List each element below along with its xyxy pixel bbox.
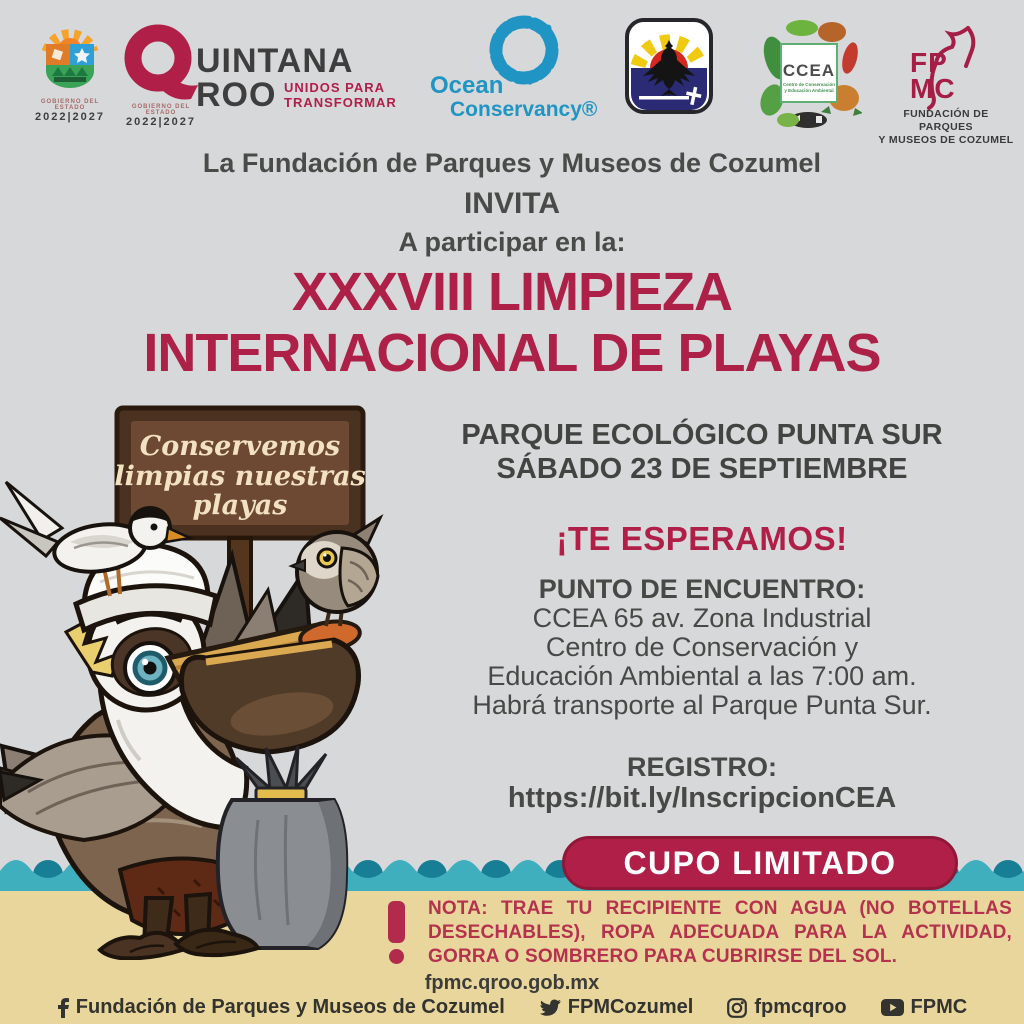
meeting-line: CCEA 65 av. Zona Industrial	[532, 603, 872, 633]
qroo-wordmark-top: UINTANA	[196, 42, 354, 80]
social-youtube-label: FPMC	[910, 996, 968, 1018]
event-date: SÁBADO 23 DE SEPTIEMBRE	[496, 453, 908, 485]
qroo-wordmark-bottom: ROO	[196, 76, 277, 114]
meeting-point-label: PUNTO DE ENCUENTRO:	[538, 574, 866, 604]
social-facebook-label: Fundación de Parques y Museos de Cozumel	[75, 996, 505, 1018]
ocean-conservancy-line1: Ocean	[430, 72, 504, 99]
qroo-caption: GOBIERNO DEL ESTADO	[131, 104, 191, 116]
meeting-line: Educación Ambiental a las 7:00 am.	[487, 661, 917, 691]
instagram-icon	[727, 998, 747, 1018]
social-facebook[interactable]	[57, 996, 505, 1019]
state-seal-icon	[31, 16, 109, 94]
note-block	[388, 897, 1012, 969]
twitter-icon	[539, 999, 561, 1017]
sign-text-line1: Conservemos	[139, 431, 341, 462]
fpmc-initials: FP MC	[910, 47, 956, 104]
event-location: PARQUE ECOLÓGICO PUNTA SUR	[461, 419, 943, 451]
seal-caption: GOBIERNO DEL ESTADO	[40, 99, 100, 111]
note-text: NOTA: TRAE TU RECIPIENTE CON AGUA (NO BOTELLAS DESECHABLES), ROPA ADECUADA PARA LA ACTIVIDAD, GORRA O SOMBRERO PARA CUBRIRSE DEL SOL.	[428, 898, 1012, 967]
intro-block	[0, 148, 1024, 258]
social-twitter-label: FPMCozumel	[567, 996, 694, 1018]
quintana-roo-logo	[122, 22, 412, 130]
ccea-subtitle-2: y Educación Ambiental	[784, 88, 834, 93]
ccea-acronym: CCEA	[782, 61, 836, 80]
social-youtube[interactable]	[881, 996, 968, 1019]
fpmc-caption: FUNDACIÓN DE PARQUES Y MUSEOS DE COZUMEL	[878, 108, 1014, 146]
ccea-animals-icon	[756, 14, 862, 134]
ccea-subtitle-1: Centro de Conservación	[782, 82, 836, 87]
cozumel-emblem	[623, 16, 715, 116]
facebook-icon	[57, 998, 69, 1018]
fpmc-logo	[876, 24, 1016, 146]
event-title-line2: INTERNACIONAL DE PLAYAS	[143, 323, 881, 383]
welcome-heading: ¡TE ESPERAMOS!	[556, 520, 848, 557]
quintana-roo-state-seal	[30, 16, 110, 126]
event-details	[386, 418, 1018, 814]
social-instagram-label: fpmcqroo	[754, 996, 847, 1018]
seal-years: 2022|2027	[34, 111, 106, 123]
sign-text-line3: playas	[192, 490, 288, 521]
social-instagram[interactable]	[727, 996, 846, 1019]
registration-label: REGISTRO:	[626, 752, 777, 782]
ocean-conservancy-line2: Conservancy®	[450, 98, 598, 121]
meeting-line: Habrá transporte al Parque Punta Sur.	[472, 690, 932, 720]
qroo-tagline: UNIDOS PARA TRANSFORMAR	[284, 80, 397, 110]
event-title-line1: XXXVIII LIMPIEZA	[291, 262, 733, 322]
meeting-line: Centro de Conservación y	[545, 632, 859, 662]
qroo-years: 2022|2027	[125, 116, 197, 128]
sign-text-line2: limpias nuestras	[114, 461, 366, 492]
ccea-logo	[756, 14, 862, 134]
intro-line3: A participar en la:	[398, 227, 626, 257]
capacity-badge-label: CUPO LIMITADO	[623, 844, 897, 881]
social-links	[0, 996, 1024, 1019]
registration-url[interactable]: https://bit.ly/InscripcionCEA	[507, 782, 897, 814]
header-logos	[0, 0, 1024, 146]
intro-line1: La Fundación de Parques y Museos de Cozumel	[202, 148, 822, 178]
pelican-illustration	[0, 400, 430, 960]
youtube-icon	[881, 999, 904, 1016]
event-title	[0, 262, 1024, 384]
intro-invita: INVITA	[463, 187, 561, 220]
social-twitter[interactable]	[539, 996, 694, 1019]
ocean-conservancy-logo	[428, 12, 598, 127]
capacity-badge	[562, 836, 958, 890]
quintana-roo-q-icon	[122, 24, 200, 104]
swallow-sun-emblem-icon	[623, 16, 715, 116]
website-url[interactable]: fpmc.qroo.gob.mx	[424, 972, 600, 994]
